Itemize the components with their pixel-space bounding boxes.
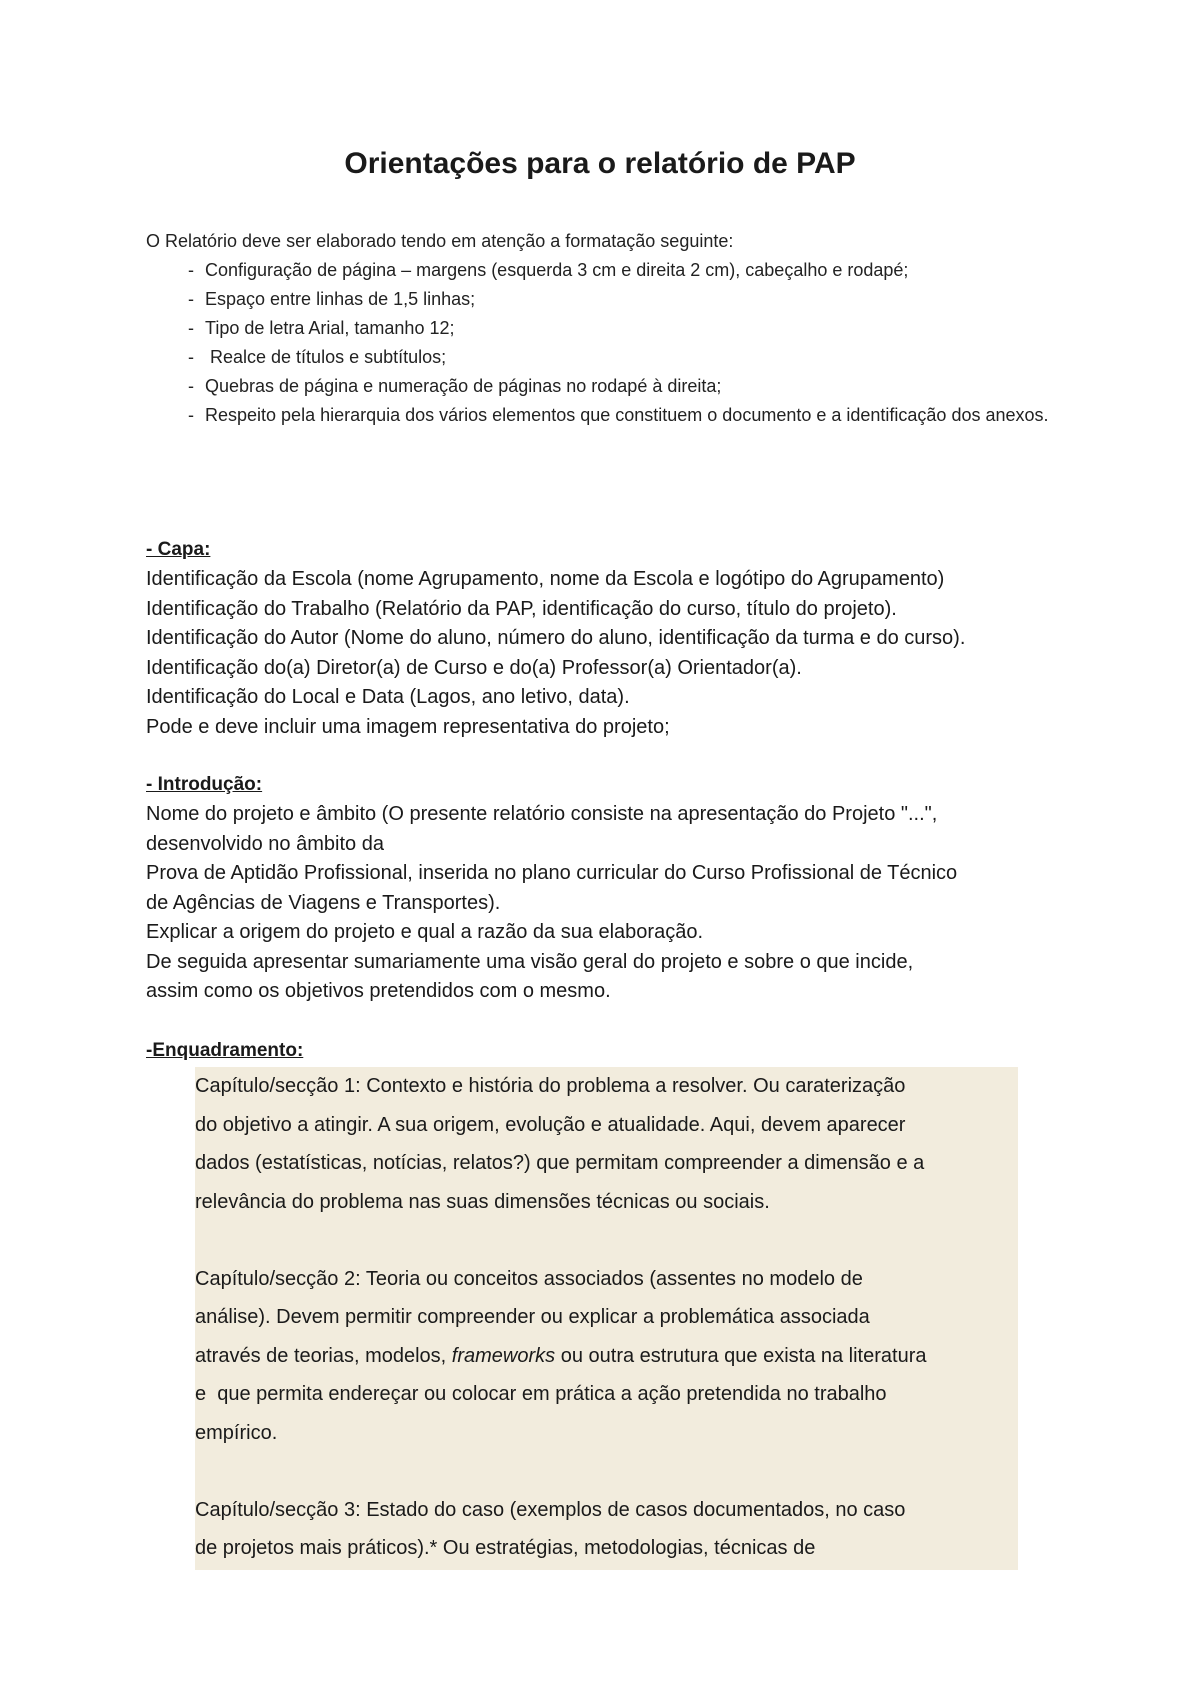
- introducao-line: De seguida apresentar sumariamente uma visão geral do projeto e sobre o que incide,: [146, 950, 914, 973]
- introducao-line: assim como os objetivos pretendidos com o mesmo.: [146, 980, 611, 1002]
- list-item: - Configuração de página – margens (esquerda 3 cm e direita 2 cm), cabeçalho e rodapé;: [188, 259, 1068, 281]
- list-item: - Tipo de letra Arial, tamanho 12;: [188, 317, 1068, 339]
- capa-line: Identificação do Local e Data (Lagos, ano letivo, data).: [146, 686, 630, 708]
- introducao-section: [146, 800, 1076, 1007]
- capa-line: Identificação da Escola (nome Agrupamento, nome da Escola e logótipo do Agrupamento): [146, 568, 945, 590]
- introducao-line: desenvolvido no âmbito da: [146, 832, 384, 855]
- introducao-line: Nome do projeto e âmbito (O presente relatório consiste na apresentação do Projeto "...",: [146, 803, 938, 825]
- chapter1-line: dados (estatísticas, notícias, relatos?) que permitam compreender a dimensão e a: [195, 1152, 925, 1174]
- capa-section: [146, 565, 1076, 742]
- introducao-line: Prova de Aptidão Profissional, inserida no plano curricular do Curso Profissional de Técnico: [146, 862, 958, 884]
- capa-line: Pode e deve incluir uma imagem representativa do projeto;: [146, 715, 670, 738]
- enquadramento-heading: -Enquadramento:: [146, 1040, 304, 1061]
- chapter1-line: Capítulo/secção 1: Contexto e história do problema a resolver. Ou caraterização: [195, 1075, 906, 1097]
- formatting-intro: O Relatório deve ser elaborado tendo em atenção a formatação seguinte:: [146, 231, 734, 251]
- chapter1-line: relevância do problema nas suas dimensões técnicas ou sociais.: [195, 1190, 770, 1213]
- introducao-line: de Agências de Viagens e Transportes).: [146, 891, 501, 914]
- capa-line: Identificação do Trabalho (Relatório da PAP, identificação do curso, título do projeto).: [146, 597, 897, 620]
- capa-line: Identificação do(a) Diretor(a) de Curso e do(a) Professor(a) Orientador(a).: [146, 656, 802, 679]
- chapter2-text: através de teorias, modelos,: [195, 1344, 452, 1367]
- chapter2-line: análise). Devem permitir compreender ou explicar a problemática associada: [195, 1306, 870, 1328]
- chapter3-line: de projetos mais práticos).* Ou estratégias, metodologias, técnicas de: [195, 1537, 816, 1559]
- capa-heading: - Capa:: [146, 539, 211, 560]
- chapter2-line: e que permita endereçar ou colocar em prática a ação pretendida no trabalho: [195, 1383, 887, 1405]
- introducao-heading: - Introdução:: [146, 774, 263, 795]
- chapter2-text: ou outra estrutura que exista na literatura: [555, 1344, 927, 1367]
- capa-line: Identificação do Autor (Nome do aluno, número do aluno, identificação da turma e do curso).: [146, 627, 966, 649]
- list-item: - Quebras de página e numeração de páginas no rodapé à direita;: [188, 375, 1068, 397]
- list-item: - Realce de títulos e subtítulos;: [188, 346, 1068, 368]
- chapter2-line: [195, 1337, 1018, 1376]
- list-item: - Espaço entre linhas de 1,5 linhas;: [188, 288, 1068, 310]
- chapter1-line: do objetivo a atingir. A sua origem, evolução e atualidade. Aqui, devem aparecer: [195, 1113, 906, 1136]
- list-item: - Respeito pela hierarquia dos vários elementos que constituem o documento e a identificação dos anexos.: [188, 404, 1068, 426]
- document-title: Orientações para o relatório de PAP: [344, 147, 856, 180]
- chapter2-line: Capítulo/secção 2: Teoria ou conceitos associados (assentes no modelo de: [195, 1267, 863, 1290]
- chapter3-line: Capítulo/secção 3: Estado do caso (exemplos de casos documentados, no caso: [195, 1498, 906, 1521]
- formatting-list: [188, 259, 1068, 433]
- chapter2-line: empírico.: [195, 1421, 278, 1444]
- enquadramento-shaded-box: [195, 1067, 1018, 1570]
- frameworks-italic: frameworks: [451, 1344, 556, 1367]
- introducao-line: Explicar a origem do projeto e qual a razão da sua elaboração.: [146, 921, 704, 943]
